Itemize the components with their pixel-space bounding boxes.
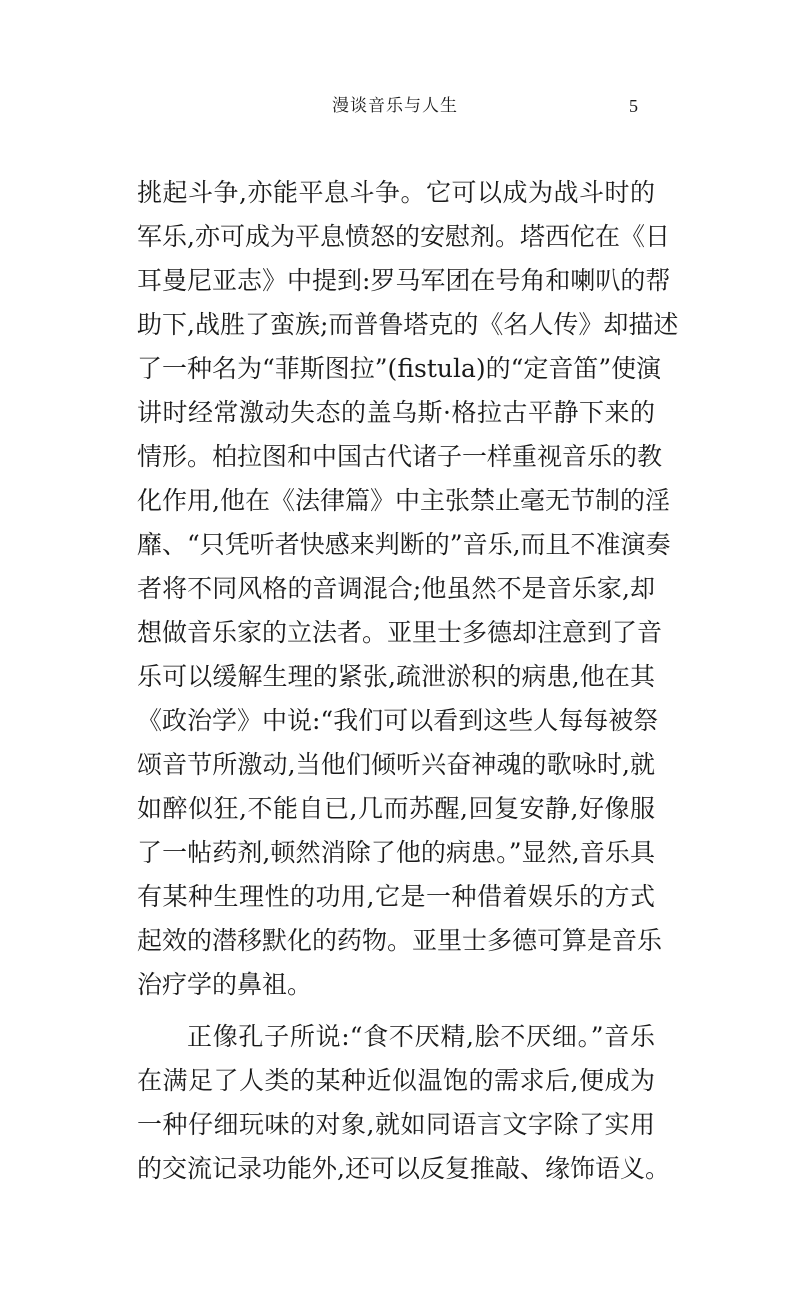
paragraph-2 [137,1015,670,1191]
text-line: 颂音节所激动,当他们倾听兴奋神魂的歌咏时,就 [137,750,655,779]
text-line: 军乐,亦可成为平息愤怒的安慰剂。塔西佗在《日 [137,222,670,251]
paragraph-gap [137,1007,655,1015]
text-line: 如醉似狂,不能自已,几而苏醒,回复安静,好像服 [137,794,655,823]
text-line: 的交流记录功能外,还可以反复推敲、缘饰语义。 [137,1154,670,1183]
text-line: 了一帖药剂,顿然消除了他的病患。”显然,音乐具 [137,838,655,867]
running-title: 漫谈音乐与人生 [332,96,458,116]
text-line: 化作用,他在《法律篇》中主张禁止毫无节制的淫 [137,486,670,515]
text-line: 一种仔细玩味的对象,就如同语言文字除了实用 [137,1110,655,1139]
text-line: 在满足了人类的某种近似温饱的需求后,便成为 [137,1066,655,1095]
text-line: 有某种生理性的功用,它是一种借着娱乐的方式 [137,882,655,911]
text-line: 讲时经常激动失态的盖乌斯·格拉古平静下来的 [137,398,655,427]
running-header [0,94,790,118]
text-line: 者将不同风格的音调混合;他虽然不是音乐家,却 [137,574,655,603]
paragraph-1 [137,171,679,1007]
text-line: 乐可以缓解生理的紧张,疏泄淤积的病患,他在其 [137,662,655,691]
text-line: 助下,战胜了蛮族;而普鲁塔克的《名人传》却描述 [137,310,679,339]
body-text [137,171,679,1191]
text-line: 想做音乐家的立法者。亚里士多德却注意到了音 [137,618,663,647]
text-line: 情形。柏拉图和中国古代诸子一样重视音乐的教 [137,442,663,471]
text-line: 起效的潜移默化的药物。亚里士多德可算是音乐 [137,926,663,955]
text-line: 了一种名为“菲斯图拉”(fistula)的“定音笛”使演 [137,354,662,383]
text-line: 耳曼尼亚志》中提到:罗马军团在号角和喇叭的帮 [137,266,671,295]
text-line-last: 治疗学的鼻祖。 [137,970,313,999]
text-line-first: 正像孔子所说:“食不厌精,脍不厌细。”音乐 [187,1022,655,1051]
text-line: 《政治学》中说:“我们可以看到这些人每每被祭 [137,706,659,735]
page-number: 5 [629,96,638,116]
text-line: 靡、“只凭听者快感来判断的”音乐,而且不准演奏 [137,530,671,559]
text-line: 挑起斗争,亦能平息斗争。它可以成为战斗时的 [137,178,655,207]
